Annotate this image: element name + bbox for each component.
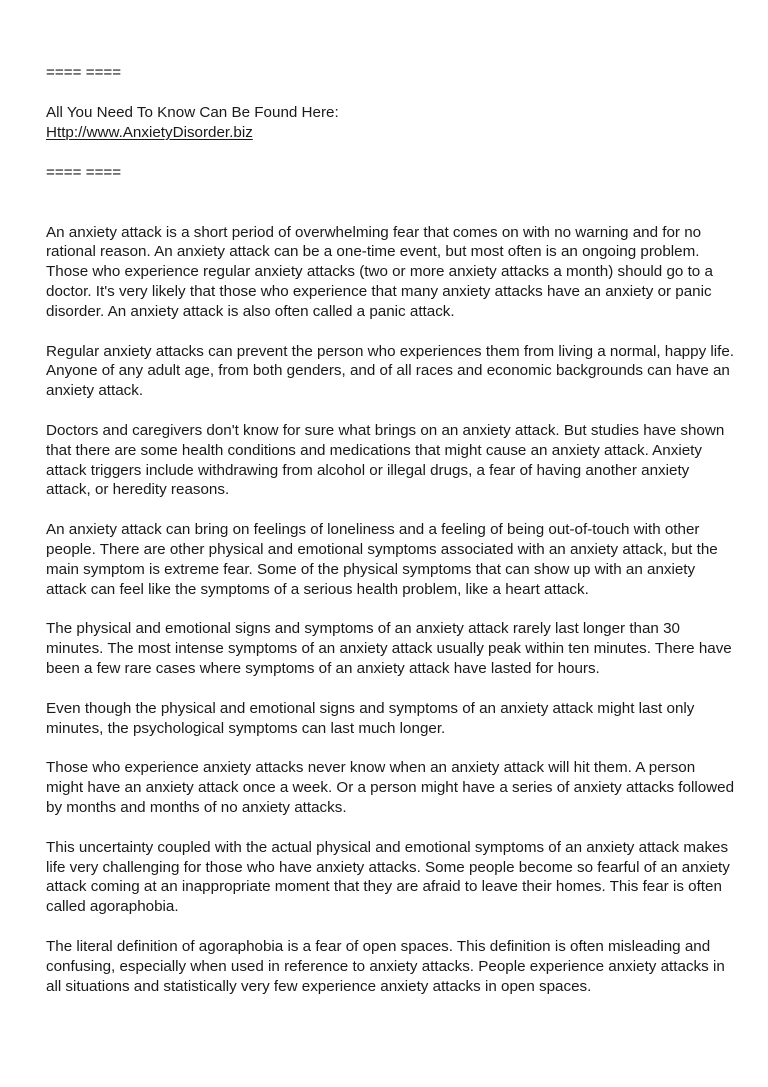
article-body <box>46 223 736 997</box>
website-link[interactable]: Http://www.AnxietyDisorder.biz <box>46 123 253 141</box>
paragraph: Regular anxiety attacks can prevent the person who experiences them from living a normal, happy life. Anyone of any adult age, from both genders, and of all races and economic backgrounds can have an anxiety attack. <box>46 342 735 400</box>
paragraph: The literal definition of agoraphobia is a fear of open spaces. This definition is often misleading and confusing, especially when used in reference to anxiety attacks. People experience anxiety attacks in all situations and statistically very few experience anxiety attacks in open spaces. <box>46 937 725 995</box>
document-page <box>46 63 736 1016</box>
paragraph: Doctors and caregivers don't know for sure what brings on an anxiety attack. But studies have shown that there are some health conditions and medications that might cause an anxiety attack. Anxiety attack triggers include withdrawing from alcohol or illegal drugs, a fear of having another anxiety attack, or heredity reasons. <box>46 421 725 499</box>
separator-bottom: ==== ==== <box>46 163 122 181</box>
paragraph: This uncertainty coupled with the actual physical and emotional symptoms of an anxiety attack makes life very challenging for those who have anxiety attacks. Some people become so fearful of an anxiety attack coming at an inappropriate moment that they are afraid to leave their homes. This fear is often called agoraphobia. <box>46 838 730 916</box>
paragraph: The physical and emotional signs and symptoms of an anxiety attack rarely last longer than 30 minutes. The most intense symptoms of an anxiety attack usually peak within ten minutes. There have been a few rare cases where symptoms of an anxiety attack have lasted for hours. <box>46 620 732 677</box>
paragraph: Even though the physical and emotional signs and symptoms of an anxiety attack might last only minutes, the psychological symptoms can last much longer. <box>46 699 695 737</box>
intro-text: All You Need To Know Can Be Found Here: <box>46 104 339 121</box>
paragraph: An anxiety attack can bring on feelings of loneliness and a feeling of being out-of-touch with other people. There are other physical and emotional symptoms associated with an anxiety attack, but the main symptom is extreme fear. Some of the physical symptoms that can show up with an anxiety attack can feel like the symptoms of a serious health problem, like a heart attack. <box>46 521 718 598</box>
paragraph: An anxiety attack is a short period of overwhelming fear that comes on with no warning and for no rational reason. An anxiety attack can be a one-time event, but most often is an ongoing problem. Those who experience regular anxiety attacks (two or more anxiety attacks a month) should go to a doctor. It's very likely that those who experience that many anxiety attacks have an anxiety or panic disorder. An anxiety attack is also often called a panic attack. <box>46 223 713 320</box>
separator-top: ==== ==== <box>46 64 122 81</box>
paragraph: Those who experience anxiety attacks never know when an anxiety attack will hit them. A person might have an anxiety attack once a week. Or a person might have a series of anxiety attacks followed by months and months of no anxiety attacks. <box>46 759 735 816</box>
